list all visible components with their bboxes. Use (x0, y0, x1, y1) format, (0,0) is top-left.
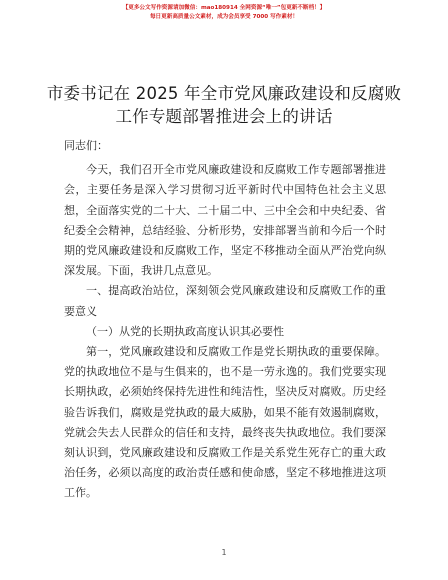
document-title (30, 82, 418, 128)
promo-banner-line-1: 【更多公文写作资源请加微信：mao180914 全网资源“唯一”包更新不断档！】 (122, 5, 326, 11)
subsection-heading: （一）从党的长期执政高度认识其必要性 (86, 324, 284, 338)
document-body (64, 136, 386, 504)
paragraph-first-point: 第一，党风廉政建设和反腐败工作是党长期执政的重要保障。党的执政地位不是与生俱来的，也不是一劳永逸的。我们党要实现长期执政，必须始终保持先进性和纯洁性，坚决反对腐败。历史经验告诉我们，腐败是党执政的最大威胁，如果不能有效遏制腐败，党就会失去人民群众的信任和支持，最终丧失执政地位。我们要深刻认识到，党风廉政建设和反腐败工作是关系党生死存亡的重大政治任务，必须以高度的政治责任感和使命感，坚定不移地推进这项工作。 (64, 345, 386, 500)
promo-banner-line-2: 每日更新高质量公文素材，成为会员享受 7000 写作素材！ (149, 14, 299, 20)
paragraph-opening: 今天，我们召开全市党风廉政建设和反腐败工作专题部署推进会，主要任务是深入学习贯彻习近平新时代中国特色社会主义思想，全面落实党的二十大、二十届二中、三中全会和中央纪委、省纪委全会精神，总结经验、分析形势，安排部署当前和今后一个时期的党风廉政建设和反腐败工作，坚定不移推动全面从严治党向纵深发展。下面，我讲几点意见。 (64, 163, 386, 278)
greeting: 同志们： (64, 139, 108, 152)
section-heading: 一、提高政治站位，深刻领会党风廉政建设和反腐败工作的重要意义 (64, 284, 386, 318)
document-title-line-1: 市委书记在 2025 年全市党风廉政建设和反腐败 (46, 84, 402, 103)
document-title-line-2: 工作专题部署推进会上的讲话 (115, 107, 333, 126)
promo-banner (0, 4, 448, 22)
page-number: 1 (221, 548, 227, 557)
